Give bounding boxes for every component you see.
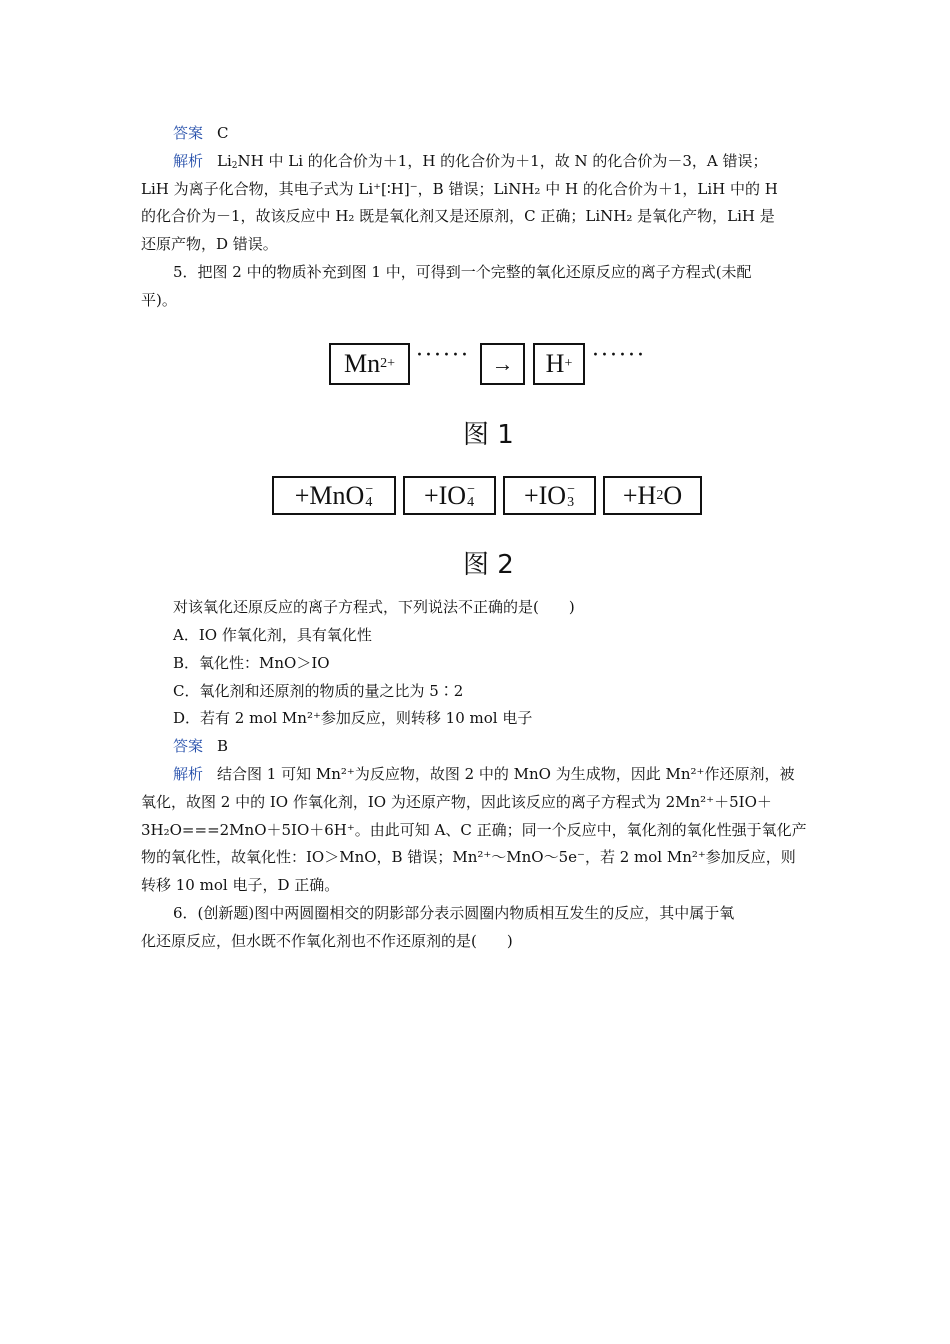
fig2-box-mno4: +MnO − 4 [272,476,396,515]
analysis-label: 解析 [173,152,204,170]
q5-analysis-line-4: 物的氧化性，故氧化性：IO＞MnO，B 错误；Mn²⁺～MnO～5e⁻，若 2 mol Mn²⁺参加反应，则 [141,848,796,866]
fig2-box-h2o: +H 2 O [603,476,702,515]
q5-analysis-line-3: 3H₂O===2MnO＋5IO＋6H⁺。由此可知 A、C 正确；同一个反应中，氧化剂的氧化性强于氧化产 [141,821,807,839]
q4-analysis-line-1: 解析 $Li_2NH$ 中 Li 的化合价为＋1，H 的化合价为＋1，故 N 的化合价为－3，A 错误； [173,152,768,171]
answer-label: 答案 [173,124,204,142]
q5-answer-line [173,736,228,756]
fig2-box-io4: +IO − 4 [403,476,496,515]
q6-stem-line-2: 化还原反应，但水既不作氧化剂也不作还原剂的是( ) [141,932,513,950]
q5-analysis-line-2: 氧化，故图 2 中的 IO 作氧化剂，IO 为还原产物，因此该反应的离子方程式为 2Mn²⁺＋5IO＋ [141,793,772,811]
q4-analysis-line-4: 还原产物，D 错误。 [141,235,278,253]
fig2-box-io3: +IO − 3 [503,476,596,515]
fig1-box-arrow: → [480,343,525,385]
q5-stem-line-2: 平)。 [141,291,177,309]
answer-value: B [217,737,229,755]
q4-answer-line [173,123,229,143]
fig1-dots-1: ······ [416,343,470,368]
answer-label: 答案 [173,737,204,755]
q5-analysis-line-1: 解析 结合图 1 可知 Mn²⁺为反应物，故图 2 中的 MnO 为生成物，因此 Mn²⁺作还原剂，被 [173,765,795,783]
q4-analysis-line-3: 的化合价为－1，故该反应中 H₂ 既是氧化剂又是还原剂，C 正确；LiNH₂ 是氧化产物，LiH 是 [141,207,775,225]
fig1-dots-2: ······ [592,343,646,368]
q5-question: 对该氧化还原反应的离子方程式，下列说法不正确的是( ) [173,598,575,616]
fig1-caption: 图 1 [463,420,514,450]
option-a: A．IO 作氧化剂，具有氧化性 [173,626,372,644]
fig1-box-hplus: H + [533,343,585,385]
fig2-caption: 图 2 [463,550,514,580]
q4-analysis-line-2: LiH 为离子化合物，其电子式为 Li⁺[∶H]⁻，B 错误；LiNH₂ 中 H 的化合价为＋1，LiH 中的 H [141,180,778,198]
answer-value: C [217,124,229,142]
q5-stem-line-1: 5．把图 2 中的物质补充到图 1 中，可得到一个完整的氧化还原反应的离子方程式(未配 [173,263,752,281]
q6-stem-line-1: 6．(创新题)图中两圆圈相交的阴影部分表示圆圈内物质相互发生的反应，其中属于氧 [173,904,735,922]
analysis-label: 解析 [173,765,204,783]
option-c: C．氧化剂和还原剂的物质的量之比为 5∶2 [173,682,464,700]
fig1-box-mn2plus: Mn 2+ [329,343,410,385]
option-d: D．若有 2 mol Mn²⁺参加反应，则转移 10 mol 电子 [173,709,533,727]
reaction-figure [256,319,729,591]
option-b: B．氧化性：MnO＞IO [173,654,330,672]
q5-analysis-line-5: 转移 10 mol 电子，D 正确。 [141,876,340,894]
li2-formula: $Li_2$ [217,152,238,171]
